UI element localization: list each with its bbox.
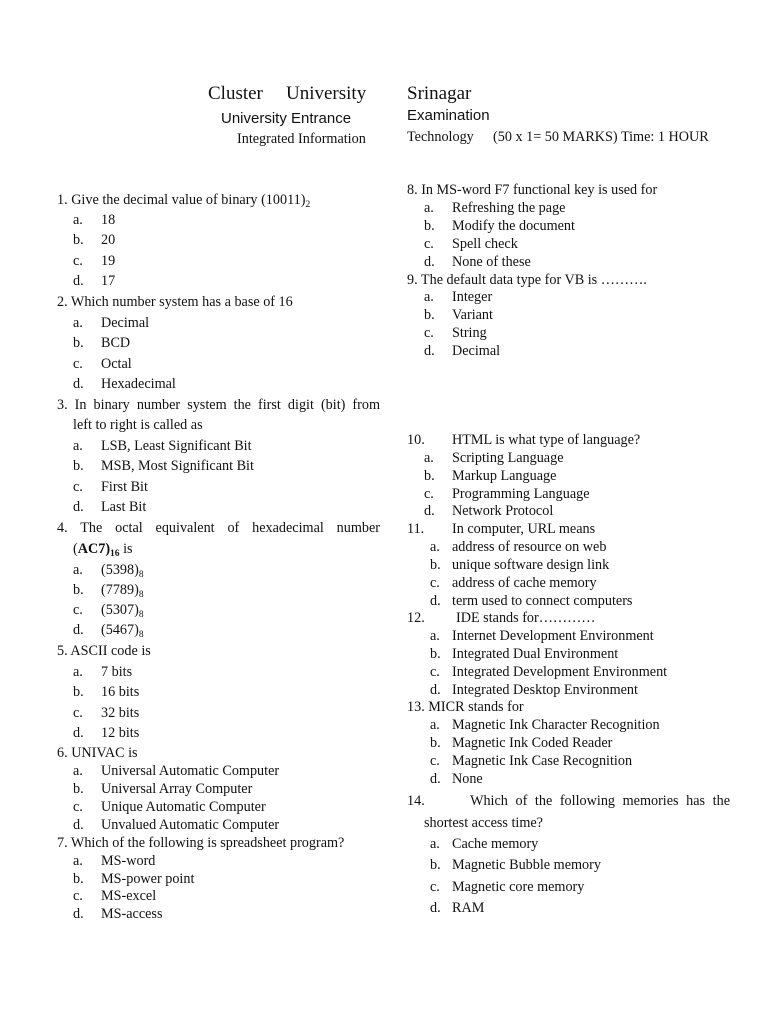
question-3-line1: 3. In binary number system the first digit (bit) from (57, 397, 380, 413)
option-4a (73, 562, 144, 584)
question-12-number: 12. (407, 610, 425, 626)
option-11b (430, 557, 609, 574)
option-letter: c. (430, 753, 440, 769)
option-3a (73, 438, 252, 455)
question-2: 2. Which number system has a base of 16 (57, 294, 293, 310)
option-letter: a. (73, 763, 83, 779)
option-letter: b. (73, 232, 84, 248)
option-letter: c. (73, 602, 83, 618)
option-letter: b. (430, 735, 441, 751)
option-text: Integrated Development Environment (452, 664, 668, 680)
option-12b (430, 646, 618, 663)
option-letter: d. (430, 900, 441, 916)
option-text: Magnetic Bubble memory (452, 857, 601, 873)
option-9c (424, 325, 487, 342)
option-3b (73, 458, 254, 475)
option-3d (73, 499, 146, 516)
option-text: ( (73, 541, 78, 557)
option-9a (424, 289, 492, 306)
option-letter: d. (424, 343, 435, 359)
option-text: address of resource on web (452, 539, 607, 555)
option-text: String (452, 325, 487, 341)
option-10a (424, 450, 564, 467)
option-12a (430, 628, 654, 645)
option-text: 18 (101, 212, 116, 228)
option-text: Scripting Language (452, 450, 564, 466)
option-letter: d. (73, 817, 84, 833)
option-letter: d. (73, 273, 84, 289)
option-text: 8 (138, 630, 144, 640)
option-letter: a. (430, 628, 440, 644)
option-10c (424, 486, 590, 503)
option-letter: b. (73, 335, 84, 351)
option-text: BCD (101, 335, 131, 351)
option-7a (73, 853, 155, 870)
option-1b (73, 232, 115, 249)
option-letter: a. (424, 450, 434, 466)
option-text: Last Bit (101, 499, 147, 515)
option-text: 8 (138, 590, 144, 600)
option-4c (73, 602, 144, 624)
header-university-entrance: University Entrance (221, 110, 352, 127)
option-letter: d. (73, 725, 84, 741)
option-text: Cache memory (452, 836, 539, 852)
option-text: (7789) (101, 582, 139, 598)
header-srinagar: Srinagar (407, 83, 472, 104)
option-2c (73, 356, 132, 373)
option-text: 12 bits (101, 725, 140, 741)
option-7c (73, 888, 156, 905)
option-4b (73, 582, 144, 604)
header-university: University (286, 83, 367, 104)
question-5: 5. ASCII code is (57, 643, 151, 659)
option-2a (73, 315, 149, 332)
question-14-line1: 14. Which of the following memories has the (407, 793, 730, 809)
option-text: MS-word (101, 853, 156, 869)
option-text: (5467) (101, 622, 139, 638)
question-1 (57, 192, 310, 214)
question-6: 6. UNIVAC is (57, 745, 138, 761)
option-5c (73, 705, 139, 722)
option-text: None (452, 771, 483, 787)
option-text: 32 bits (101, 705, 140, 721)
option-text: Markup Language (452, 468, 557, 484)
option-11d (430, 593, 632, 610)
option-text: Unique Automatic Computer (101, 799, 266, 815)
option-12c (430, 664, 667, 681)
option-letter: a. (73, 212, 83, 228)
question-10-number: 10. (407, 432, 425, 448)
option-3c (73, 479, 148, 496)
option-letter: b. (73, 458, 84, 474)
option-letter: c. (73, 479, 83, 495)
option-text: Magnetic Ink Character Recognition (452, 717, 660, 733)
option-letter: a. (73, 853, 83, 869)
option-text: Universal Array Computer (101, 781, 253, 797)
option-5a (73, 664, 132, 681)
option-5b (73, 684, 139, 701)
header-examination: Examination (407, 107, 490, 124)
option-letter: a. (430, 539, 440, 555)
option-text: 16 (110, 549, 120, 559)
option-text: Hexadecimal (101, 376, 176, 392)
option-letter: d. (73, 376, 84, 392)
header-cluster: Cluster (208, 83, 263, 104)
option-7d (73, 906, 162, 923)
option-13b (430, 735, 612, 752)
option-text: 8 (138, 610, 144, 620)
option-letter: b. (424, 307, 435, 323)
option-11a (430, 539, 606, 556)
option-letter: a. (430, 836, 440, 852)
option-12d (430, 682, 638, 699)
option-letter: c. (73, 356, 83, 372)
option-text: Universal Automatic Computer (101, 763, 280, 779)
option-6a (73, 763, 279, 780)
option-11c (430, 575, 597, 592)
option-letter: d. (73, 906, 84, 922)
option-text: Decimal (452, 343, 501, 359)
option-8d (424, 254, 531, 271)
option-1a (73, 212, 115, 229)
option-14a (430, 836, 538, 853)
question-11: In computer, URL means (452, 521, 596, 537)
option-text: unique software design link (452, 557, 610, 573)
option-letter: c. (73, 705, 83, 721)
option-text: Programming Language (452, 486, 590, 502)
option-text: term used to connect computers (452, 593, 633, 609)
question-13: 13. MICR stands for (407, 699, 524, 715)
option-13d (430, 771, 483, 788)
option-text: First Bit (101, 479, 148, 495)
option-8b (424, 218, 575, 235)
option-text: RAM (452, 900, 485, 916)
option-9d (424, 343, 500, 360)
option-5d (73, 725, 139, 742)
option-text: Network Protocol (452, 503, 554, 519)
option-letter: c. (430, 879, 440, 895)
option-letter: d. (430, 771, 441, 787)
option-text: MSB, Most Significant Bit (101, 458, 254, 474)
question-14-line2: shortest access time? (424, 815, 543, 831)
option-letter: a. (73, 438, 83, 454)
option-text: Refreshing the page (452, 200, 566, 216)
option-10d (424, 503, 553, 520)
option-text: (5307) (101, 602, 139, 618)
option-letter: c. (73, 799, 83, 815)
option-text: is (119, 541, 133, 557)
option-letter: b. (73, 781, 84, 797)
option-letter: a. (424, 289, 434, 305)
option-text: 17 (101, 273, 116, 289)
option-8c (424, 236, 518, 253)
question-11-number: 11. (407, 521, 425, 537)
option-text: Magnetic Ink Coded Reader (452, 735, 613, 751)
option-text: Variant (452, 307, 493, 323)
option-letter: d. (430, 593, 441, 609)
header-marks-time: (50 x 1= 50 MARKS) Time: 1 HOUR (493, 129, 709, 145)
option-text: Unvalued Automatic Computer (101, 817, 280, 833)
option-letter: c. (424, 325, 434, 341)
option-letter: c. (424, 486, 434, 502)
option-letter: a. (73, 315, 83, 331)
option-text: AC7) (77, 541, 111, 557)
option-letter: a. (424, 200, 434, 216)
option-letter: b. (424, 468, 435, 484)
option-text: 16 bits (101, 684, 140, 700)
option-2b (73, 335, 130, 352)
question-9: 9. The default data type for VB is ………. (407, 272, 647, 288)
option-letter: b. (73, 871, 84, 887)
option-1d (73, 273, 115, 290)
option-text: 7 bits (101, 664, 133, 680)
option-14d (430, 900, 484, 917)
option-text: Magnetic core memory (452, 879, 585, 895)
option-text: 8 (138, 570, 144, 580)
option-letter: c. (73, 888, 83, 904)
option-1c (73, 253, 115, 270)
option-text: address of cache memory (452, 575, 597, 591)
option-text: Octal (101, 356, 132, 372)
option-text: (5398) (101, 562, 139, 578)
option-letter: b. (73, 582, 84, 598)
question-3-line2: left to right is called as (73, 417, 203, 433)
option-text: MS-excel (101, 888, 157, 904)
option-text: Modify the document (452, 218, 575, 234)
option-text: Spell check (452, 236, 518, 252)
option-8a (424, 200, 565, 217)
question-12: IDE stands for………… (456, 610, 596, 626)
option-6d (73, 817, 279, 834)
option-text: MS-access (101, 906, 163, 922)
option-letter: b. (430, 857, 441, 873)
option-text: MS-power point (101, 871, 195, 887)
option-letter: a. (73, 562, 83, 578)
option-letter: c. (430, 575, 440, 591)
option-text: Internet Development Environment (452, 628, 654, 644)
option-letter: a. (430, 717, 440, 733)
option-7b (73, 871, 194, 888)
option-text: Integrated Desktop Environment (452, 682, 638, 698)
question-text: 1. Give the decimal value of binary (10011) (57, 192, 306, 208)
option-text: 19 (101, 253, 116, 269)
question-4-line2 (73, 541, 133, 563)
option-text: Decimal (101, 315, 150, 331)
question-4-line1: 4. The octal equivalent of hexadecimal number (57, 520, 380, 536)
option-4d (73, 622, 144, 644)
question-8: 8. In MS-word F7 functional key is used for (407, 182, 658, 198)
option-letter: c. (424, 236, 434, 252)
option-letter: c. (430, 664, 440, 680)
option-letter: b. (430, 646, 441, 662)
option-10b (424, 468, 556, 485)
option-6b (73, 781, 252, 798)
option-letter: d. (424, 503, 435, 519)
subscript: 2 (305, 200, 311, 210)
option-letter: b. (430, 557, 441, 573)
option-13a (430, 717, 660, 734)
option-letter: b. (424, 218, 435, 234)
option-text: Integrated Dual Environment (452, 646, 619, 662)
option-6c (73, 799, 266, 816)
option-text: LSB, Least Significant Bit (101, 438, 252, 454)
option-letter: d. (73, 622, 84, 638)
option-13c (430, 753, 632, 770)
option-text: None of these (452, 254, 531, 270)
option-14b (430, 857, 601, 874)
option-letter: a. (73, 664, 83, 680)
header-technology: Technology (407, 129, 474, 145)
option-letter: d. (424, 254, 435, 270)
option-9b (424, 307, 493, 324)
option-letter: c. (73, 253, 83, 269)
option-text: Integer (452, 289, 493, 305)
option-text: Magnetic Ink Case Recognition (452, 753, 633, 769)
option-letter: d. (73, 499, 84, 515)
option-14c (430, 879, 584, 896)
option-letter: d. (430, 682, 441, 698)
question-7: 7. Which of the following is spreadsheet program? (57, 835, 345, 851)
option-2d (73, 376, 176, 393)
option-letter: b. (73, 684, 84, 700)
header-integrated-information: Integrated Information (237, 131, 366, 147)
question-10: HTML is what type of language? (452, 432, 641, 448)
option-text: 20 (101, 232, 116, 248)
